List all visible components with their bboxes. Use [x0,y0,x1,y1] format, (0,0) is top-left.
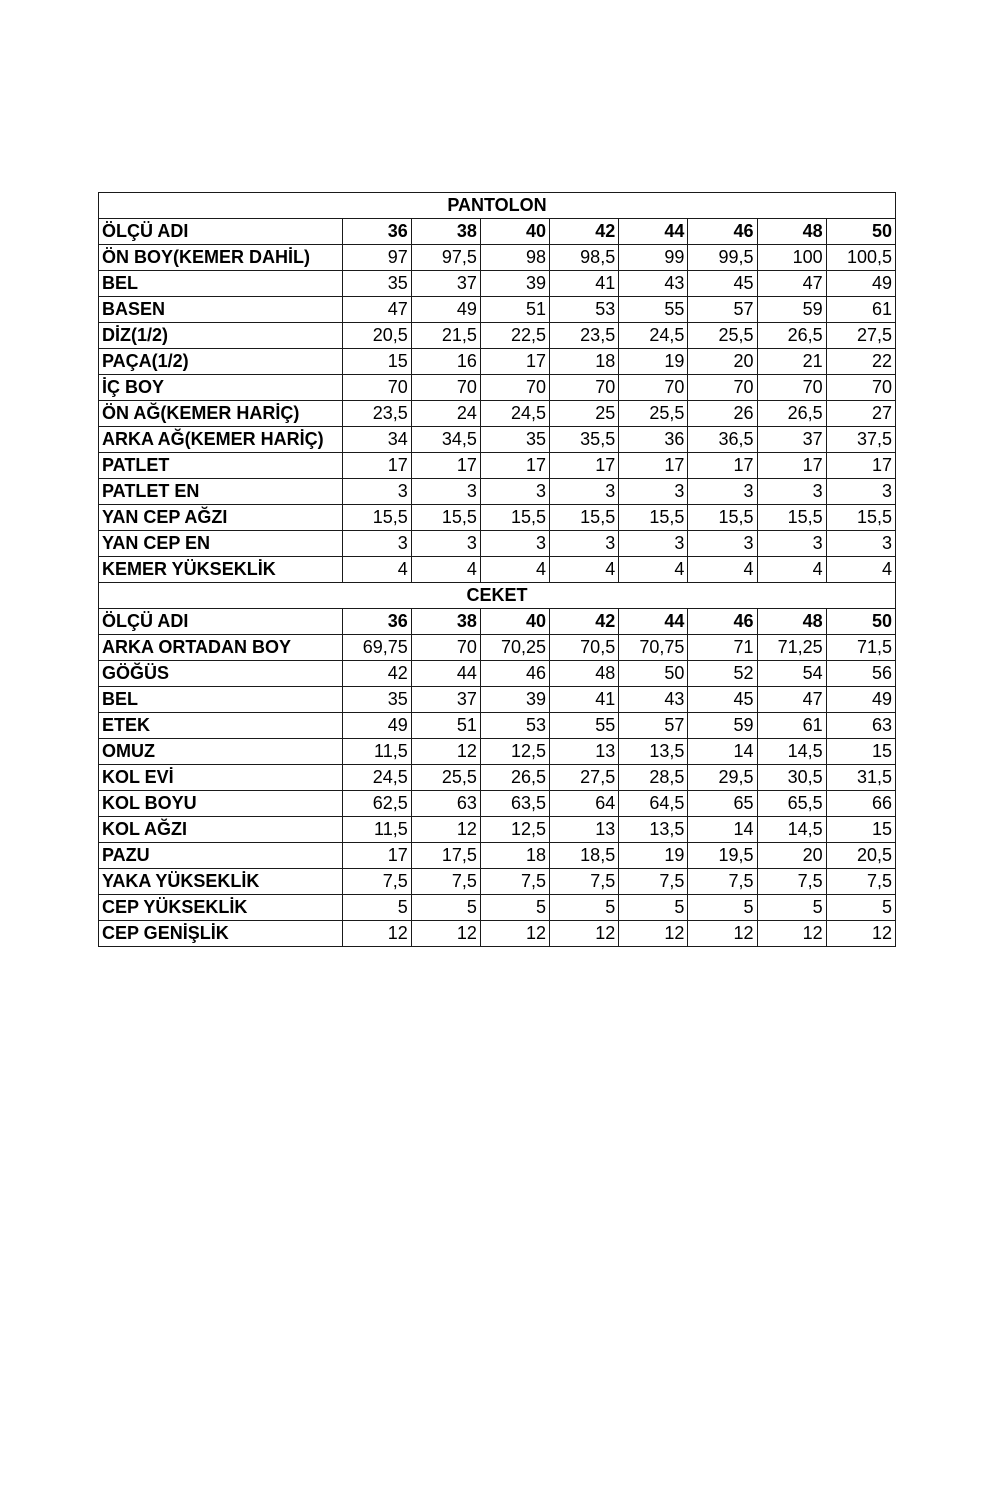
size-header-cell: 38 [411,609,480,635]
measurement-value: 7,5 [826,869,895,895]
measurement-value: 47 [757,687,826,713]
measurement-value: 100 [757,245,826,271]
measurement-value: 63,5 [480,791,549,817]
table-row [99,687,896,713]
measurement-value: 7,5 [757,869,826,895]
measurement-value: 23,5 [550,323,619,349]
measurement-value: 24,5 [342,765,411,791]
measurement-value: 37 [411,687,480,713]
measurement-name: PATLET EN [99,479,343,505]
table-row [99,349,896,375]
size-header-cell: 40 [480,219,549,245]
measurement-name: YAN CEP EN [99,531,343,557]
measurement-name: ÖN BOY(KEMER DAHİL) [99,245,343,271]
measurement-value: 3 [342,531,411,557]
measurement-value: 41 [550,687,619,713]
measurement-value: 50 [619,661,688,687]
measurement-name: CEP GENİŞLİK [99,921,343,947]
measurement-value: 71 [688,635,757,661]
measurement-value: 3 [619,479,688,505]
size-header-cell: 42 [550,219,619,245]
table-row [99,401,896,427]
measurement-value: 62,5 [342,791,411,817]
measurement-value: 21 [757,349,826,375]
measurement-value: 45 [688,687,757,713]
measurement-value: 4 [619,557,688,583]
measurement-value: 4 [342,557,411,583]
measurement-value: 22 [826,349,895,375]
ceket-size-header-row [99,609,896,635]
measurement-value: 98 [480,245,549,271]
measurement-value: 97,5 [411,245,480,271]
measurement-name: YAN CEP AĞZI [99,505,343,531]
measurement-name: KOL BOYU [99,791,343,817]
measurement-value: 15,5 [619,505,688,531]
measurement-value: 12 [688,921,757,947]
table-row [99,739,896,765]
measurement-value: 71,25 [757,635,826,661]
measurement-value: 17 [550,453,619,479]
measurement-value: 13,5 [619,739,688,765]
measurement-value: 49 [826,271,895,297]
measurement-value: 35 [342,687,411,713]
measurement-value: 11,5 [342,817,411,843]
size-header-cell: 50 [826,219,895,245]
measurement-value: 70,5 [550,635,619,661]
measurement-value: 69,75 [342,635,411,661]
measurement-value: 3 [550,479,619,505]
measurement-value: 11,5 [342,739,411,765]
measurement-value: 42 [342,661,411,687]
measurement-name: KOL EVİ [99,765,343,791]
measurement-value: 24,5 [480,401,549,427]
measurement-value: 26 [688,401,757,427]
measurement-value: 12 [619,921,688,947]
measurement-value: 37,5 [826,427,895,453]
table-row [99,557,896,583]
table-row [99,765,896,791]
measurement-value: 5 [757,895,826,921]
measurement-value: 14,5 [757,739,826,765]
table-row [99,297,896,323]
measurement-value: 53 [480,713,549,739]
measurement-value: 100,5 [826,245,895,271]
size-chart-table [98,192,896,947]
measurement-value: 27,5 [826,323,895,349]
measurement-value: 39 [480,271,549,297]
table-row [99,843,896,869]
measurement-name: CEP YÜKSEKLİK [99,895,343,921]
measurement-value: 70 [550,375,619,401]
measurement-value: 24,5 [619,323,688,349]
measurement-value: 35 [480,427,549,453]
measurement-value: 17 [480,453,549,479]
measurement-value: 12 [757,921,826,947]
measurement-name: OMUZ [99,739,343,765]
measurement-value: 12 [550,921,619,947]
measurement-value: 17,5 [411,843,480,869]
table-row [99,505,896,531]
measurement-value: 55 [550,713,619,739]
measurement-value: 13 [550,739,619,765]
measurement-name: KOL AĞZI [99,817,343,843]
measurement-value: 70,75 [619,635,688,661]
measurement-value: 16 [411,349,480,375]
measurement-value: 25,5 [411,765,480,791]
pantolon-size-header-row [99,219,896,245]
size-header-cell: 46 [688,609,757,635]
measurement-name: ARKA ORTADAN BOY [99,635,343,661]
measurement-value: 5 [688,895,757,921]
measurement-value: 63 [411,791,480,817]
measurement-value: 31,5 [826,765,895,791]
measurement-value: 27,5 [550,765,619,791]
measurement-value: 17 [688,453,757,479]
measurement-value: 29,5 [688,765,757,791]
table-row [99,427,896,453]
measurement-value: 51 [480,297,549,323]
measurement-value: 21,5 [411,323,480,349]
measurement-value: 64 [550,791,619,817]
table-row [99,531,896,557]
measurement-value: 26,5 [757,323,826,349]
measurement-value: 20,5 [826,843,895,869]
table-row [99,791,896,817]
measurement-value: 13 [550,817,619,843]
measurement-value: 34 [342,427,411,453]
measurement-value: 63 [826,713,895,739]
measurement-value: 12,5 [480,739,549,765]
measurement-value: 7,5 [619,869,688,895]
measurement-name-header: ÖLÇÜ ADI [99,609,343,635]
measurement-value: 59 [688,713,757,739]
pantolon-section-title-row [99,193,896,219]
measurement-value: 17 [480,349,549,375]
measurement-value: 3 [826,479,895,505]
size-header-cell: 48 [757,609,826,635]
measurement-value: 15 [342,349,411,375]
measurement-name: PAZU [99,843,343,869]
measurement-value: 7,5 [480,869,549,895]
measurement-value: 70,25 [480,635,549,661]
measurement-value: 43 [619,271,688,297]
measurement-value: 25,5 [688,323,757,349]
measurement-value: 55 [619,297,688,323]
size-header-cell: 50 [826,609,895,635]
measurement-value: 19 [619,843,688,869]
measurement-value: 3 [826,531,895,557]
measurement-value: 20 [757,843,826,869]
size-header-cell: 44 [619,219,688,245]
measurement-value: 70 [688,375,757,401]
measurement-value: 34,5 [411,427,480,453]
measurement-value: 17 [757,453,826,479]
size-header-cell: 46 [688,219,757,245]
pantolon-section-title: PANTOLON [99,193,896,219]
measurement-value: 15 [826,817,895,843]
measurement-value: 14 [688,817,757,843]
table-row [99,895,896,921]
measurement-value: 57 [619,713,688,739]
size-header-cell: 42 [550,609,619,635]
measurement-value: 45 [688,271,757,297]
measurement-value: 3 [550,531,619,557]
measurement-value: 12 [826,921,895,947]
measurement-value: 41 [550,271,619,297]
measurement-value: 61 [826,297,895,323]
measurement-value: 15 [826,739,895,765]
size-header-cell: 38 [411,219,480,245]
measurement-value: 7,5 [688,869,757,895]
measurement-value: 4 [757,557,826,583]
measurement-value: 4 [480,557,549,583]
table-row [99,453,896,479]
table-row [99,245,896,271]
measurement-value: 35,5 [550,427,619,453]
measurement-name: İÇ BOY [99,375,343,401]
measurement-value: 3 [480,531,549,557]
ceket-section-title: CEKET [99,583,896,609]
measurement-value: 5 [480,895,549,921]
measurement-value: 5 [411,895,480,921]
measurement-value: 12,5 [480,817,549,843]
measurement-value: 48 [550,661,619,687]
measurement-value: 39 [480,687,549,713]
measurement-value: 70 [757,375,826,401]
measurement-value: 98,5 [550,245,619,271]
table-row [99,479,896,505]
table-row [99,635,896,661]
measurement-value: 18,5 [550,843,619,869]
measurement-value: 51 [411,713,480,739]
measurement-value: 3 [688,531,757,557]
measurement-value: 64,5 [619,791,688,817]
measurement-value: 7,5 [342,869,411,895]
measurement-value: 99,5 [688,245,757,271]
measurement-value: 30,5 [757,765,826,791]
measurement-name: KEMER YÜKSEKLİK [99,557,343,583]
measurement-value: 35 [342,271,411,297]
table-row [99,869,896,895]
measurement-value: 66 [826,791,895,817]
measurement-value: 3 [757,531,826,557]
measurement-name: GÖĞÜS [99,661,343,687]
measurement-value: 19 [619,349,688,375]
measurement-value: 37 [757,427,826,453]
measurement-value: 65,5 [757,791,826,817]
measurement-value: 49 [826,687,895,713]
measurement-value: 26,5 [480,765,549,791]
measurement-value: 47 [342,297,411,323]
measurement-value: 57 [688,297,757,323]
table-row [99,661,896,687]
measurement-value: 12 [480,921,549,947]
measurement-value: 15,5 [688,505,757,531]
size-header-cell: 48 [757,219,826,245]
measurement-value: 70 [619,375,688,401]
measurement-value: 28,5 [619,765,688,791]
measurement-value: 22,5 [480,323,549,349]
table-row [99,271,896,297]
ceket-section-title-row [99,583,896,609]
measurement-value: 7,5 [550,869,619,895]
measurement-value: 27 [826,401,895,427]
measurement-name-header: ÖLÇÜ ADI [99,219,343,245]
measurement-value: 4 [826,557,895,583]
measurement-name: ÖN AĞ(KEMER HARİÇ) [99,401,343,427]
measurement-value: 5 [826,895,895,921]
measurement-value: 44 [411,661,480,687]
table-row [99,713,896,739]
measurement-name: BEL [99,271,343,297]
measurement-value: 4 [688,557,757,583]
measurement-value: 5 [342,895,411,921]
measurement-value: 65 [688,791,757,817]
measurement-name: ETEK [99,713,343,739]
measurement-value: 7,5 [411,869,480,895]
measurement-value: 15,5 [757,505,826,531]
measurement-value: 3 [688,479,757,505]
measurement-value: 47 [757,271,826,297]
measurement-value: 70 [411,635,480,661]
measurement-value: 53 [550,297,619,323]
table-row [99,375,896,401]
measurement-value: 70 [826,375,895,401]
measurement-value: 3 [342,479,411,505]
measurement-value: 4 [411,557,480,583]
measurement-value: 17 [411,453,480,479]
measurement-value: 54 [757,661,826,687]
measurement-name: DİZ(1/2) [99,323,343,349]
table-row [99,817,896,843]
size-header-cell: 36 [342,219,411,245]
measurement-value: 12 [411,817,480,843]
measurement-value: 3 [411,531,480,557]
measurement-value: 23,5 [342,401,411,427]
measurement-value: 70 [411,375,480,401]
measurement-value: 15,5 [826,505,895,531]
measurement-value: 37 [411,271,480,297]
measurement-value: 43 [619,687,688,713]
measurement-name: BASEN [99,297,343,323]
measurement-value: 17 [619,453,688,479]
size-header-cell: 36 [342,609,411,635]
measurement-value: 70 [480,375,549,401]
measurement-value: 17 [342,453,411,479]
measurement-value: 17 [826,453,895,479]
measurement-value: 71,5 [826,635,895,661]
measurement-value: 3 [757,479,826,505]
measurement-name: YAKA YÜKSEKLİK [99,869,343,895]
measurement-value: 24 [411,401,480,427]
measurement-value: 15,5 [480,505,549,531]
measurement-value: 12 [342,921,411,947]
measurement-value: 13,5 [619,817,688,843]
measurement-value: 15,5 [342,505,411,531]
measurement-value: 59 [757,297,826,323]
measurement-value: 46 [480,661,549,687]
measurement-name: PATLET [99,453,343,479]
measurement-name: ARKA AĞ(KEMER HARİÇ) [99,427,343,453]
table-row [99,323,896,349]
measurement-value: 25 [550,401,619,427]
measurement-value: 15,5 [550,505,619,531]
measurement-value: 5 [619,895,688,921]
measurement-value: 61 [757,713,826,739]
measurement-value: 5 [550,895,619,921]
measurement-value: 49 [411,297,480,323]
table-row [99,921,896,947]
measurement-value: 20 [688,349,757,375]
measurement-value: 3 [480,479,549,505]
size-header-cell: 40 [480,609,549,635]
size-header-cell: 44 [619,609,688,635]
measurement-value: 12 [411,921,480,947]
measurement-value: 15,5 [411,505,480,531]
measurement-value: 14,5 [757,817,826,843]
measurement-value: 12 [411,739,480,765]
measurement-value: 14 [688,739,757,765]
measurement-value: 26,5 [757,401,826,427]
measurement-value: 18 [480,843,549,869]
measurement-value: 97 [342,245,411,271]
measurement-value: 20,5 [342,323,411,349]
measurement-name: BEL [99,687,343,713]
measurement-value: 52 [688,661,757,687]
measurement-value: 18 [550,349,619,375]
measurement-value: 36 [619,427,688,453]
measurement-value: 56 [826,661,895,687]
measurement-value: 70 [342,375,411,401]
measurement-value: 3 [411,479,480,505]
measurement-value: 99 [619,245,688,271]
measurement-value: 36,5 [688,427,757,453]
measurement-name: PAÇA(1/2) [99,349,343,375]
measurement-value: 49 [342,713,411,739]
measurement-value: 3 [619,531,688,557]
measurement-value: 25,5 [619,401,688,427]
measurement-value: 17 [342,843,411,869]
measurement-value: 4 [550,557,619,583]
measurement-value: 19,5 [688,843,757,869]
